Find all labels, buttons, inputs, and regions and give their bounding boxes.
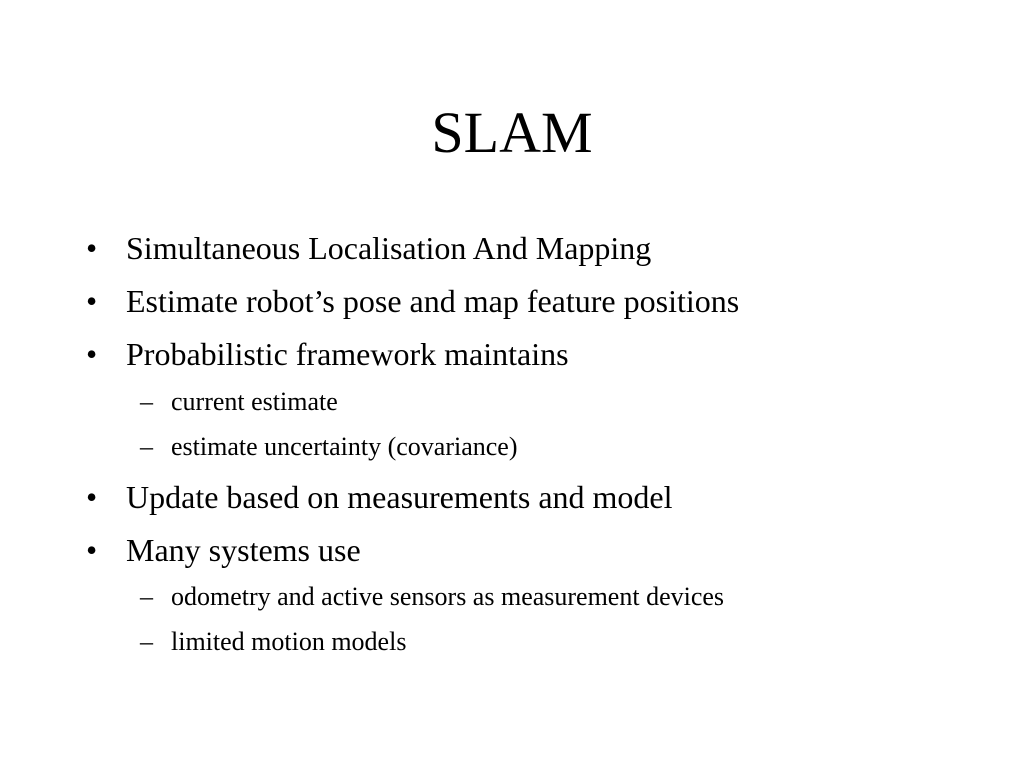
bullet-text: Many systems use (126, 532, 361, 568)
sub-bullet-text: odometry and active sensors as measurement devices (171, 582, 725, 611)
dash-marker: – (140, 627, 153, 656)
bullet-text: Estimate robot’s pose and map feature positions (126, 283, 740, 319)
dash-marker: – (140, 387, 153, 416)
bullet-marker: • (86, 336, 98, 372)
bullet-marker: • (86, 532, 98, 568)
slide-title: SLAM (431, 100, 593, 165)
bullet-marker: • (86, 283, 98, 319)
dash-marker: – (140, 582, 153, 611)
bullet-marker: • (86, 479, 98, 515)
dash-marker: – (140, 432, 153, 461)
sub-bullet-text: estimate uncertainty (covariance) (171, 432, 518, 461)
bullet-text: Simultaneous Localisation And Mapping (126, 230, 652, 266)
bullet-marker: • (86, 230, 98, 266)
bullet-text: Update based on measurements and model (126, 479, 673, 515)
bullet-text: Probabilistic framework maintains (126, 336, 569, 372)
sub-bullet-text: limited motion models (171, 627, 407, 656)
sub-bullet-text: current estimate (171, 387, 338, 416)
